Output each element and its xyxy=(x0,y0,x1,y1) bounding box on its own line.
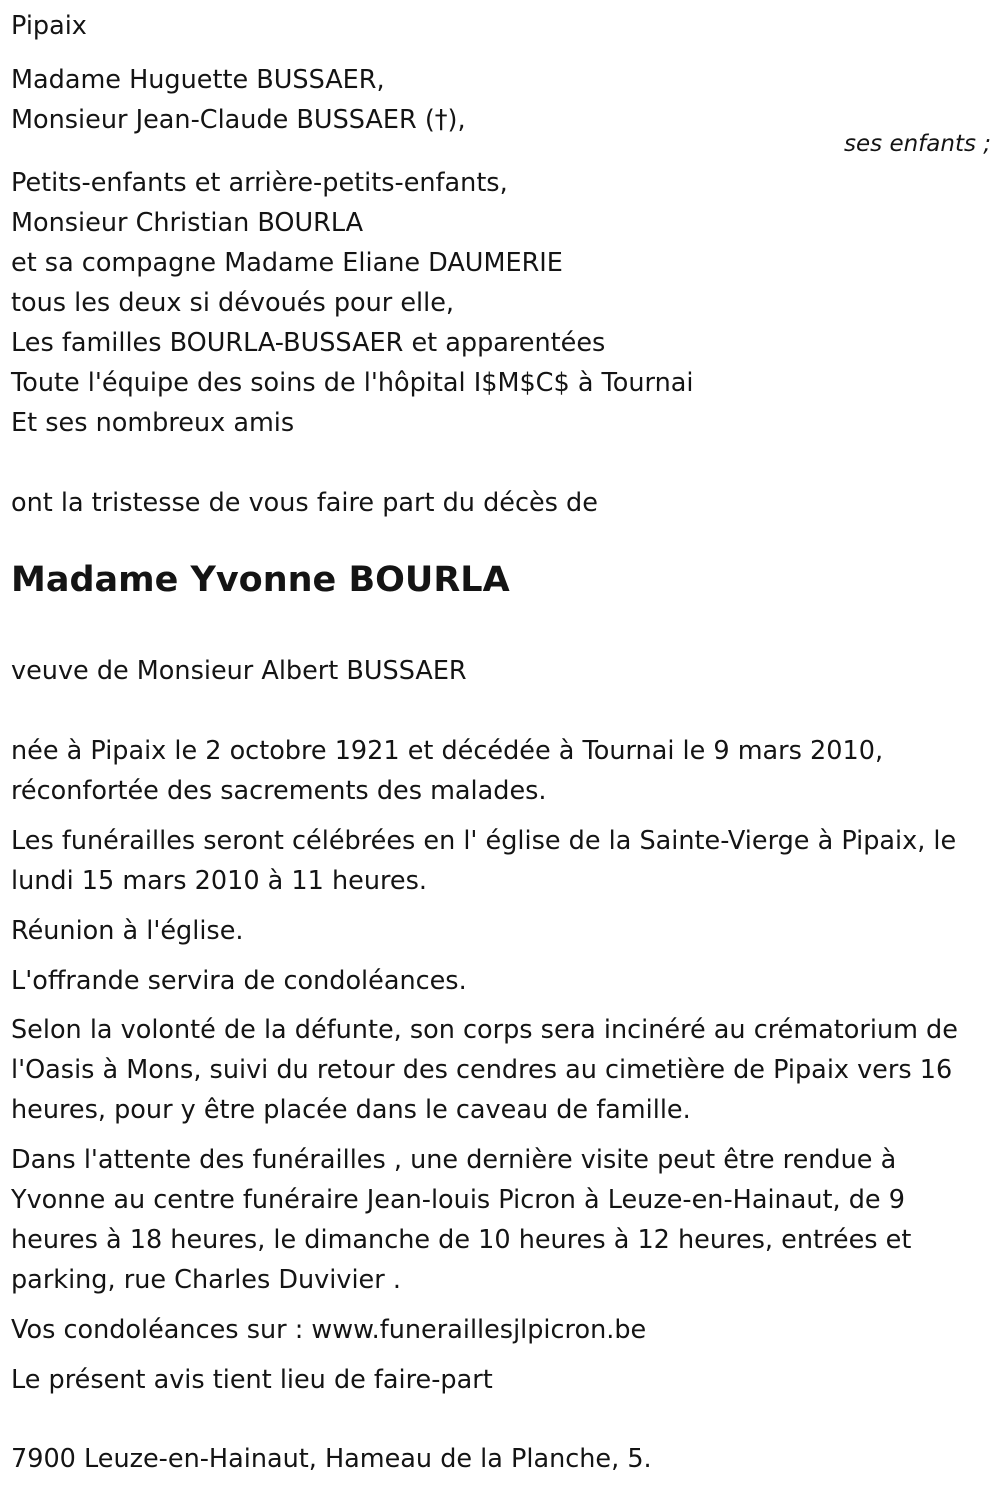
paragraph-funeral: Les funérailles seront célébrées en l' église de la Sainte-Vierge à Pipaix, le lundi 15 mars 2010 à 11 heures. xyxy=(11,826,957,896)
family-line-7: Et ses nombreux amis xyxy=(11,408,295,438)
announcement: ont la tristesse de vous faire part du décès de xyxy=(11,488,598,518)
deceased-name: Madame Yvonne BOURLA xyxy=(11,560,510,600)
family-line-3: et sa compagne Madame Eliane DAUMERIE xyxy=(11,248,563,278)
notice-statement: Le présent avis tient lieu de faire-part xyxy=(11,1365,493,1395)
location: Pipaix xyxy=(11,11,87,41)
widow-of: veuve de Monsieur Albert BUSSAER xyxy=(11,656,467,686)
family-line-5: Les familles BOURLA-BUSSAER et apparentées xyxy=(11,328,606,358)
paragraph-meeting: Réunion à l'église. xyxy=(11,916,244,946)
paragraph-birth-death: née à Pipaix le 2 octobre 1921 et décédée à Tournai le 9 mars 2010, réconfortée des sacrements des malades. xyxy=(11,736,884,806)
paragraph-cremation: Selon la volonté de la défunte, son corps sera incinéré au crématorium de l'Oasis à Mons, suivi du retour des cendres au cimetière de Pipaix vers 16 heures, pour y être placée dans le caveau de famille. xyxy=(11,1015,958,1125)
family-line-2: Monsieur Christian BOURLA xyxy=(11,208,364,238)
address: 7900 Leuze-en-Hainaut, Hameau de la Planche, 5. xyxy=(11,1444,652,1474)
family-line-1: Petits-enfants et arrière-petits-enfants, xyxy=(11,168,508,198)
paragraph-offering: L'offrande servira de condoléances. xyxy=(11,966,467,996)
child-2: Monsieur Jean-Claude BUSSAER (†), xyxy=(11,105,466,135)
family-line-4: tous les deux si dévoués pour elle, xyxy=(11,288,455,318)
children-label: ses enfants ; xyxy=(844,131,991,157)
condolences-link: Vos condoléances sur : www.funeraillesjlpicron.be xyxy=(11,1315,647,1345)
paragraph-visit: Dans l'attente des funérailles , une dernière visite peut être rendue à Yvonne au centre funéraire Jean-louis Picron à Leuze-en-Hainaut, de 9 heures à 18 heures, le dimanche de 10 heures à 12 heures, entrées et parking, rue Charles Duvivier . xyxy=(11,1145,912,1295)
family-line-6: Toute l'équipe des soins de l'hôpital I$M$C$ à Tournai xyxy=(11,368,694,398)
child-1: Madame Huguette BUSSAER, xyxy=(11,65,385,95)
